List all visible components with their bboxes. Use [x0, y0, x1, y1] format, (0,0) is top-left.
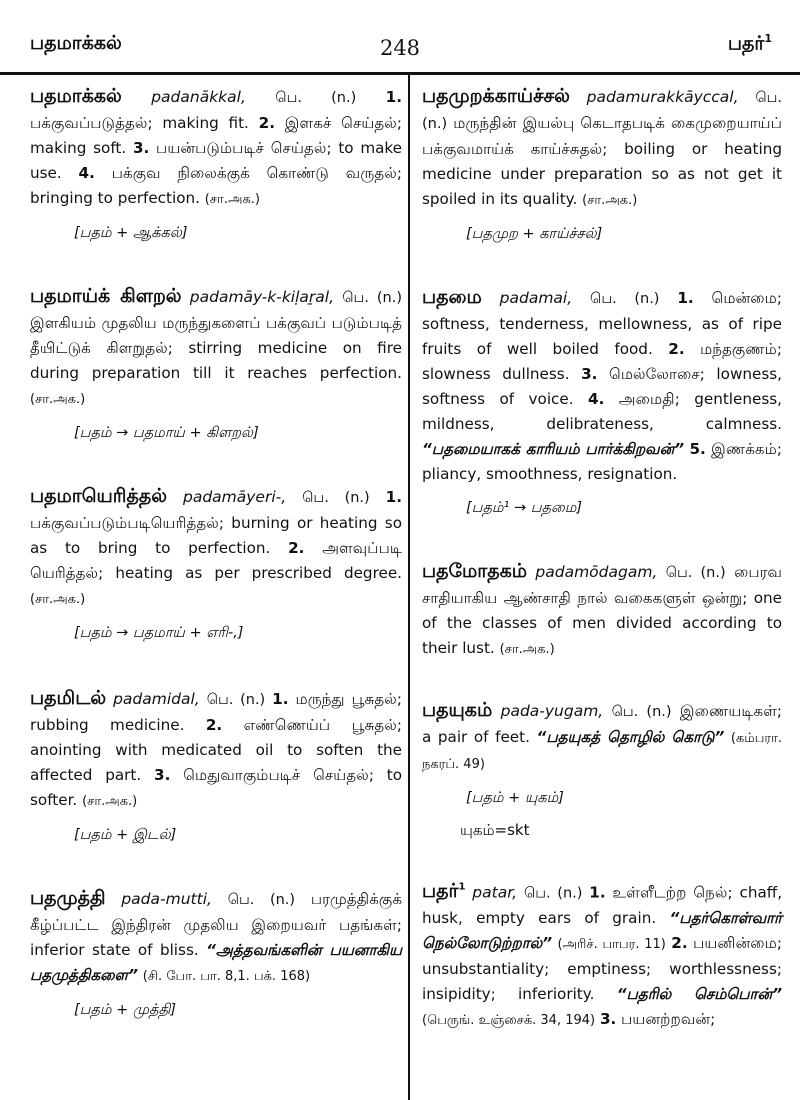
sense-text: அளவுப்படி யெரித்தல்; heating as per prescribed degree. [30, 539, 402, 582]
sense-number: 2. [205, 716, 223, 734]
sense-number: 1. [272, 690, 289, 708]
citation-source: (சா.அக.) [30, 392, 86, 407]
sense-text: மெதுவாகும்படிச் செய்தல்; to softer. [30, 766, 402, 809]
sense-number: 3. [132, 139, 150, 157]
headword: பதமோதகம் [422, 560, 528, 582]
sense-text: பக்குவப்படும்படியெரித்தல்; burning or heating so as to bring to perfection. [30, 514, 402, 557]
dictionary-entry [30, 686, 402, 846]
sense-number: 3. [581, 365, 598, 383]
headword: பதமிடல் [30, 687, 107, 709]
transliteration: padamāyeri-, [182, 488, 287, 506]
right-column [422, 84, 782, 1033]
part-of-speech: பெ. (n.) [342, 290, 403, 306]
entry-body [422, 559, 782, 662]
sense-text: இளகச் செய்தல்; making soft. [30, 114, 402, 157]
etymology: [பதம் + யுகம்] [466, 790, 564, 806]
sense-number: 2. [671, 934, 688, 953]
sense-text: மென்மை; softness, tenderness, mellowness, as of ripe fruits of well boiled food. [422, 289, 783, 358]
headword: பதமாயெரித்தல் [30, 485, 168, 507]
part-of-speech: பெ. (n.) [275, 90, 357, 106]
dictionary-entry [422, 285, 782, 519]
sense-text: பயனற்றவன்; [621, 1010, 716, 1029]
sense-number: 2. [668, 340, 685, 358]
page-header [0, 0, 800, 75]
citation-quote: “பதரில் செம்பொன்” [616, 985, 783, 1004]
part-of-speech: பெ. (n.) [227, 892, 296, 908]
entry-body [30, 84, 402, 212]
citation-source: (சா.அக.) [582, 193, 638, 208]
sense-number: 3. [154, 766, 171, 784]
part-of-speech: பெ. (n.) [523, 885, 583, 902]
headword-sup: 1 [458, 882, 466, 893]
citation-quote: “அத்தவங்களின் பயனாகிய பதமுத்திகளை” [30, 941, 402, 984]
dictionary-entry [30, 886, 402, 1021]
dictionary-entry [422, 875, 782, 1033]
transliteration: patar, [472, 883, 518, 902]
sense-text: பக்குவ நிலைக்குக் கொண்டு வருதல்; bringing to perfection. [30, 164, 403, 207]
running-head-right-text: பதர் [727, 32, 765, 55]
sense-text: மெல்லோசை; lowness, softness of voice. [422, 365, 782, 408]
transliteration: pada-mutti, [121, 890, 212, 908]
sense-text: பக்குவப்படுத்தல்; making fit. [30, 114, 249, 132]
part-of-speech: பெ. (n.) [422, 90, 783, 132]
etymology: [பதம் + இடல்] [74, 827, 177, 843]
running-head-right-sup: 1 [764, 32, 772, 45]
sense-number: 4. [588, 390, 605, 408]
etymology: [பதம்¹ → பதமை] [466, 500, 583, 516]
etymology: [பதமுற + காய்ச்சல்] [466, 226, 603, 242]
transliteration: padamāy-k-kiḷaṟal, [189, 288, 335, 306]
dictionary-entry [422, 559, 782, 662]
transliteration: padanākkal, [151, 88, 246, 106]
dictionary-entry [30, 484, 402, 644]
sense-text: இணக்கம்; pliancy, smoothness, resignation. [422, 440, 782, 483]
entry-body [30, 886, 402, 989]
sense-text: இணையடிகள்; a pair of feet. [422, 702, 783, 746]
sense-number: 1. [385, 488, 402, 506]
sense-text: இளகியம் முதலிய மருந்துகளைப் பக்குவப் படும்படித் தீயிட்டுக் கிளறுதல்; stirring medicine on fire during preparation till it reaches perfection. [30, 314, 402, 382]
sense-text: எண்ணெய்ப் பூசுதல்; anointing with medicated oil to soften the affected part. [30, 716, 402, 784]
etymology: [பதம் + ஆக்கல்] [74, 225, 188, 241]
dictionary-entry [422, 698, 782, 841]
sense-text: மருந்தின் இயல்பு கெடாதபடிக் கைமுறையாய்ப் பக்குவமாய்க் காய்ச்சுதல்; boiling or heating medicine under preparation so as not get it spoiled in its quality. [422, 114, 782, 208]
running-head-right [728, 32, 772, 57]
headword: பதமுறக்காய்ச்சல் [422, 85, 570, 107]
dictionary-entry [30, 284, 402, 444]
part-of-speech: பெ. (n.) [590, 291, 660, 307]
sense-text: பயனின்மை; unsubstantiality; emptiness; worthlessness; insipidity; inferiority. [422, 934, 783, 1004]
etymology: [பதம் + முத்தி] [74, 1002, 177, 1018]
headword: பதமை [422, 286, 482, 308]
citation-source: (கம்பரா. நகரப். 49) [422, 731, 783, 772]
entry-body [30, 484, 402, 612]
sense-number: 2. [288, 539, 305, 557]
sense-text: அமைதி; gentleness, mildness, delibrateness, calmness. [422, 390, 782, 433]
citation-source: (சா.அக.) [204, 192, 260, 207]
entry-body [422, 875, 782, 1033]
citation-source: (அரிச். பாபர. 11) [557, 937, 666, 953]
dictionary-entry [422, 84, 782, 245]
entry-body [422, 698, 782, 777]
entry-body [30, 284, 402, 412]
entry-body [422, 84, 782, 213]
headword: பதமாக்கல் [30, 85, 122, 107]
part-of-speech: பெ. (n.) [611, 704, 672, 720]
part-of-speech: பெ. (n.) [206, 692, 266, 708]
running-head-left: பதமாக்கல் [30, 32, 122, 54]
transliteration: padamōdagam, [535, 563, 658, 581]
sense-text: பரமுத்திக்குக் கீழ்ப்பட்ட இந்திரன் முதலிய இறையவர் பதங்கள்; inferior state of bliss. [30, 890, 403, 959]
headword: பதமுத்தி [30, 887, 106, 909]
part-of-speech: பெ. (n.) [302, 490, 370, 506]
etymology: [பதம் → பதமாய் + கிளறல்] [74, 425, 259, 441]
sense-text: பைரவ சாதியாகிய ஆண்சாதி நால் வகைகளுள் ஒன்று; one of the classes of men divided according to their lust. [422, 563, 783, 657]
citation-quote: “பதர்கொள்வார் நெல்லோடுற்றால்” [422, 909, 782, 953]
entry-body [422, 285, 782, 487]
transliteration: padamidal, [113, 690, 200, 708]
left-column [30, 84, 402, 1021]
sense-text: பயன்படும்படிச் செய்தல்; to make use. [30, 139, 403, 182]
sense-text: உள்ளீடற்ற நெல்; chaff, husk, empty ears of grain. [422, 883, 783, 928]
citation-source: (சா.அக.) [82, 794, 138, 809]
entry-note: யுகம்=skt [460, 821, 530, 839]
citation-source: (சா.அக.) [499, 642, 555, 657]
sense-number: 4. [78, 164, 95, 182]
headword: பதமாய்க் கிளறல் [30, 285, 182, 307]
transliteration: pada-yugam, [500, 702, 604, 720]
sense-number: 1. [677, 289, 694, 307]
headword: பதர்$^1$ [422, 880, 466, 903]
sense-number: 2. [258, 114, 275, 132]
citation-source: (பெருங். உஞ்சைக். 34, 194) [422, 1013, 596, 1029]
citation-source: (சி. போ. பா. 8,1. பக். 168) [142, 969, 311, 984]
sense-number: 1. [385, 88, 402, 106]
citation-source: (சா.அக.) [30, 592, 86, 607]
headword: பதயுகம் [422, 699, 493, 721]
sense-text: மருந்து பூசுதல்; rubbing medicine. [30, 690, 402, 734]
transliteration: padamai, [499, 289, 573, 307]
part-of-speech: பெ. (n.) [665, 565, 726, 581]
sense-number: 3. [599, 1010, 617, 1029]
citation-quote: “பதமையாகக் காரியம் பார்க்கிறவன்” [422, 440, 685, 458]
dictionary-entry [30, 84, 402, 244]
page-number: 248 [379, 36, 421, 60]
sense-number: 1. [589, 883, 606, 902]
etymology: [பதம் → பதமாய் + எரி-,] [74, 625, 244, 641]
column-divider [408, 72, 410, 1100]
transliteration: padamurakkāyccal, [586, 88, 739, 106]
citation-quote: “பதயுகத் தொழில் கொடு” [536, 728, 725, 746]
sense-number: 5. [689, 440, 706, 458]
sense-text: மந்தகுணம்; slowness dullness. [422, 340, 782, 383]
entry-body [30, 686, 402, 814]
